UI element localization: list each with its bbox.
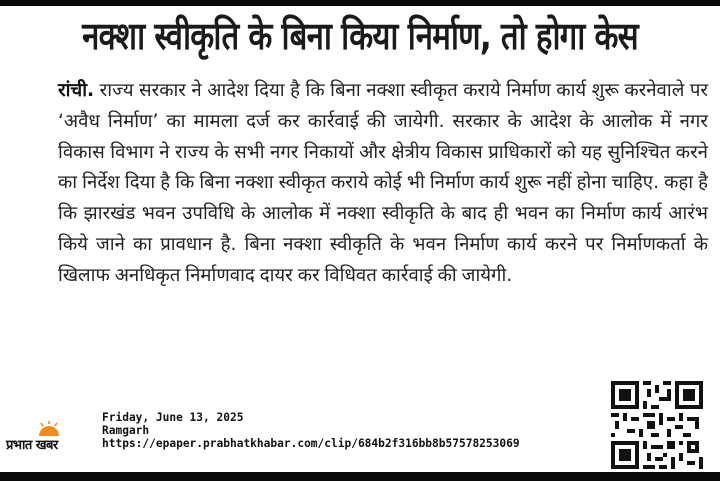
article-headline: नक्शा स्वीकृति के बिना किया निर्माण, तो होगा केस xyxy=(82,14,638,58)
newspaper-clip xyxy=(0,6,720,472)
qr-code-icon[interactable] xyxy=(611,381,703,469)
article-dateline: रांची. xyxy=(58,80,95,101)
clip-metadata xyxy=(102,411,520,450)
prabhat-khabar-logo xyxy=(6,421,90,457)
clip-edition: Ramgarh xyxy=(102,424,150,437)
article-body-text: राज्य सरकार ने आदेश दिया है कि बिना नक्शा स्वीकृत कराये निर्माण कार्य शुरू करनेवाले पर ‘अवैध निर्माण’ का मामला दर्ज कर कार्रवाई की जायेगी. सरकार के आदेश के आलोक में नगर विकास विभाग ने राज्य के सभी नगर निकायों और क्षेत्रीय विकास प्राधिकारों को यह सुनिश्चित करने का निर्देश दिया है कि बिना नक्शा स्वीकृत कराये कोई भी निर्माण कार्य शुरू नहीं होना चाहिए. कहा है कि झारखंड भवन उपविधि के आलोक में नक्शा स्वीकृति के बाद ही भवन का निर्माण कार्य आरंभ किये जाने का प्रावधान है. बिना नक्शा स्वीकृति के भवन निर्माण कार्य करने पर निर्माणकर्ता के खिलाफ अनधिकृत निर्माणवाद दायर कर विधिवत कार्रवाई की जायेगी. xyxy=(58,80,708,286)
article-body xyxy=(58,76,708,292)
clip-date: Friday, June 13, 2025 xyxy=(102,411,244,424)
clip-url[interactable]: https://epaper.prabhatkhabar.com/clip/684b2f316bb8b57578253069 xyxy=(102,437,520,450)
logo-wordmark: प्रभात खबर xyxy=(6,438,58,453)
